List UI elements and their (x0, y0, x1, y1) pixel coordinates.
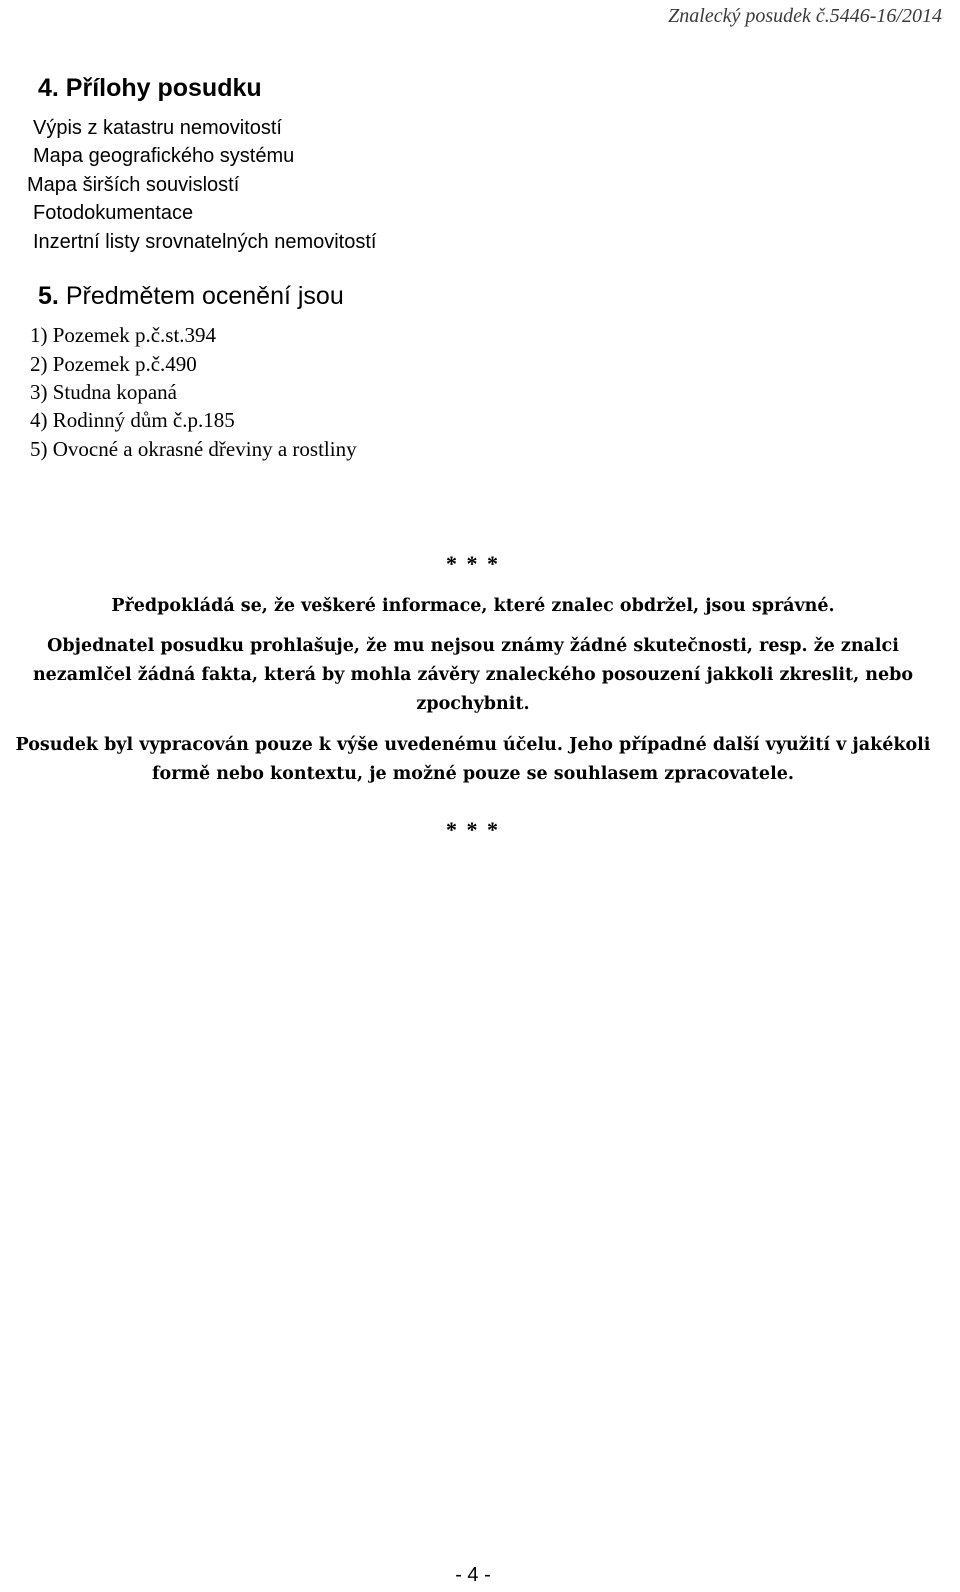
attachment-item: Výpis z katastru nemovitostí (33, 117, 282, 139)
page-number: - 4 - (455, 1564, 491, 1586)
statement-client-declaration: Objednatel posudku prohlašuje, že mu nejsou známy žádné skutečnosti, resp. že znalci nezamlčel žádná fakta, která by mohla závěry znaleckého posouzení jakkoli zkreslit, nebo zpochybnit. (32, 636, 914, 714)
statement-information-correct: Předpokládá se, že veškeré informace, které znalec obdržel, jsou správné. (111, 596, 835, 616)
section-5-heading (38, 281, 344, 311)
valuation-item: 5) Ovocné a okrasné dřeviny a rostliny (30, 437, 357, 461)
attachment-item: Inzertní listy srovnatelných nemovitostí (33, 231, 377, 253)
attachment-item: Mapa geografického systému (33, 145, 295, 167)
document-id-header: Znalecký posudek č.5446-16/2014 (668, 5, 942, 27)
valuation-item: 1) Pozemek p.č.st.394 (30, 323, 217, 347)
attachment-item: Fotodokumentace (33, 202, 194, 224)
valuation-item: 4) Rodinný dům č.p.185 (30, 408, 235, 432)
section-5-title: Předmětem ocenění jsou (65, 282, 344, 310)
separator-stars-bottom: * * * (446, 817, 500, 842)
valuation-item: 3) Studna kopaná (30, 380, 177, 404)
valuation-item: 2) Pozemek p.č.490 (30, 352, 197, 376)
separator-stars-top: * * * (446, 551, 500, 576)
attachment-item: Mapa širších souvislostí (27, 174, 240, 196)
statement-purpose-usage: Posudek byl vypracován pouze k výše uvedenému účelu. Jeho případné další využití v jakékoli formě nebo kontextu, je možné pouze se souhlasem zpracovatele. (15, 735, 931, 784)
section-4-heading: 4. Přílohy posudku (38, 74, 262, 102)
section-5-number: 5. (38, 282, 59, 310)
